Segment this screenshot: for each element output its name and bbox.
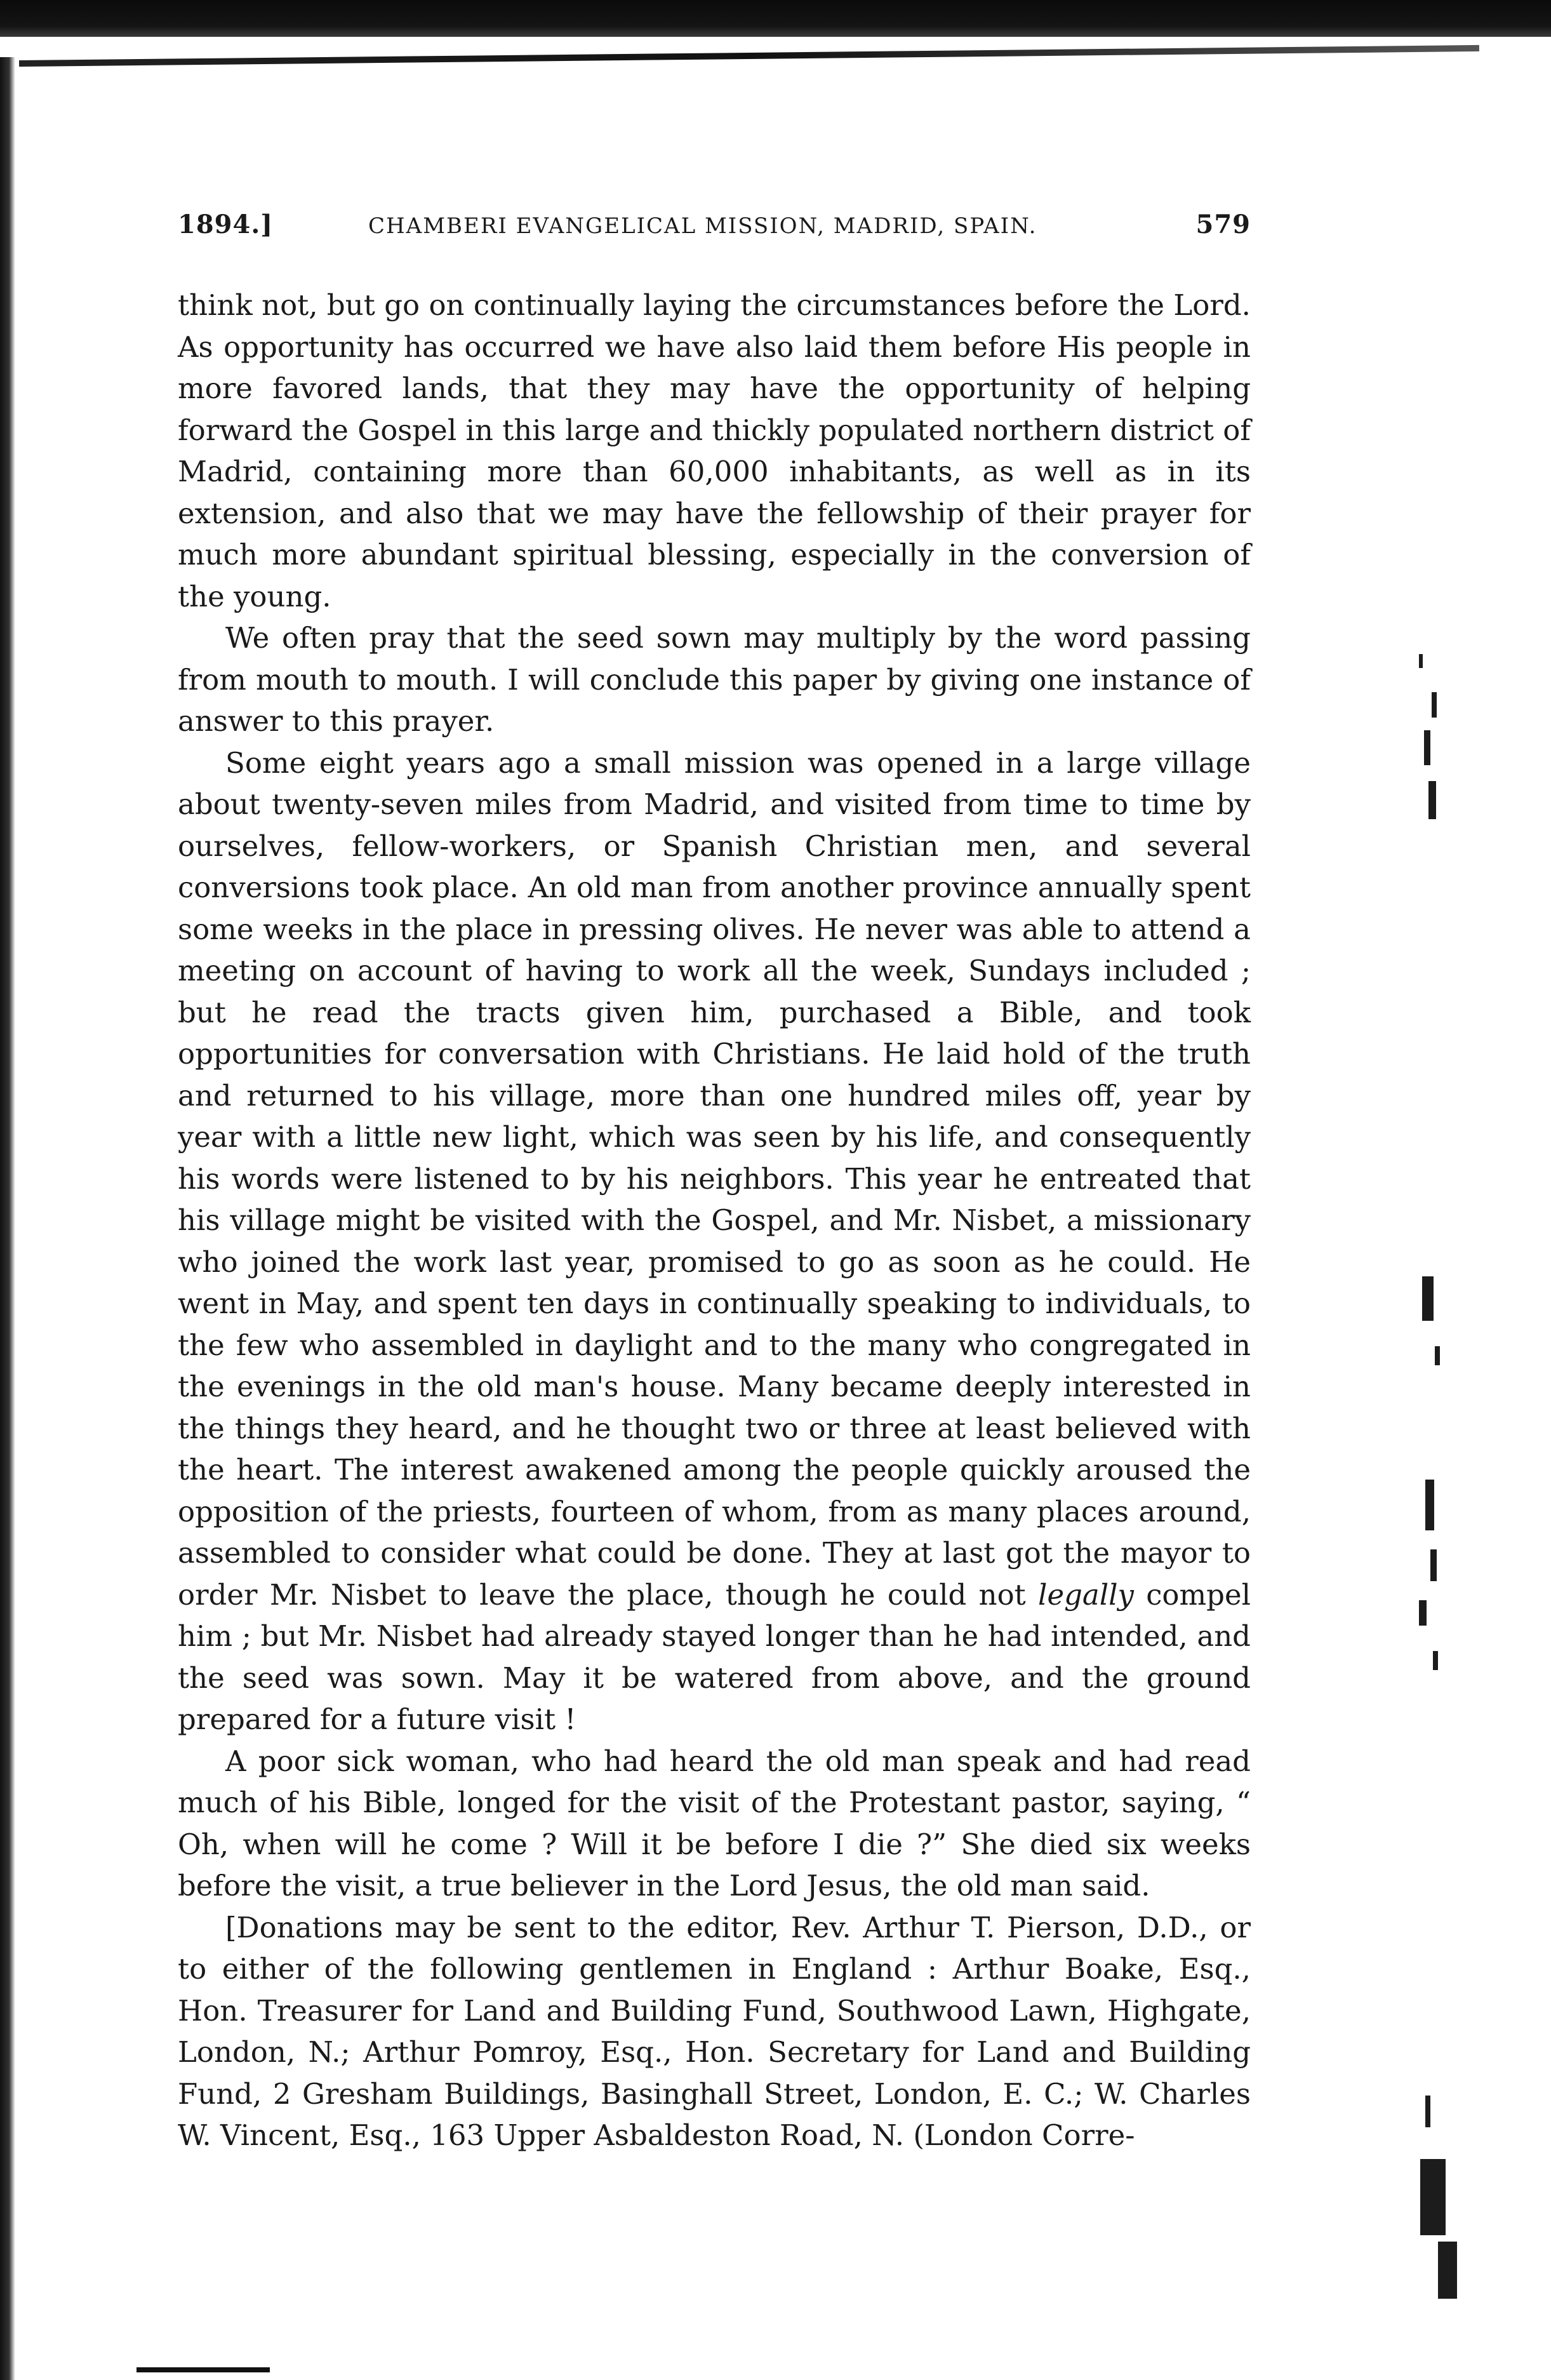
paragraph <box>178 742 1251 1741</box>
header-title: CHAMBERI EVANGELICAL MISSION, MADRID, SPAIN. <box>368 213 1037 239</box>
paragraph <box>178 1907 1251 2156</box>
paragraph-text: [Donations may be sent to the editor, Rev. Arthur T. Pierson, D.D., or to either of the following gentlemen in England : Arthur Boake, Esq., Hon. Treasurer for Land and Building Fund, Southwood Lawn, Highgate, London, N.; Arthur Pomroy, Esq., Hon. Secretary for Land and Building Fund, 2 Gresham Buildings, Basinghall Street, London, E. C.; W. Charles W. Vincent, Esq., 163 Upper Asbaldeston Road, N. (London Corre- <box>178 1910 1251 2152</box>
scan-mark-bottom <box>136 2367 270 2372</box>
paragraph <box>178 1741 1251 1907</box>
article-body <box>178 284 1251 2156</box>
emphasis-text: legally <box>1038 1577 1134 1612</box>
page-number: 579 <box>1195 210 1251 239</box>
margin-bleedthrough <box>1406 635 1495 2299</box>
paragraph-text-continued: compel him ; but Mr. Nisbet had already stayed longer than he had intended, and the seed was sown. May it be watered from above, and the ground prepared for a future visit ! <box>178 1577 1251 1736</box>
scan-edge-left <box>0 57 15 2380</box>
paragraph <box>178 284 1251 617</box>
paragraph-text: A poor sick woman, who had heard the old man speak and had read much of his Bible, longed for the visit of the Protestant pastor, saying, “ Oh, when will he come ? Will it be before I die ?” She died six weeks before the visit, a true believer in the Lord Jesus, the old man said. <box>178 1744 1251 1902</box>
paragraph-text: think not, but go on continually laying the circumstances before the Lord. As opportunity has occurred we have also laid them before His people in more favored lands, that they may have the opportunity of helping forward the Gospel in this large and thickly populated northern district of Madrid, containing more than 60,000 inhabitants, as well as in its extension, and also that we may have the fellowship of their prayer for much more abundant spiritual blessing, especially in the conversion of the young. <box>178 288 1251 613</box>
paragraph <box>178 617 1251 742</box>
scan-rule-top <box>19 45 1479 67</box>
page <box>178 210 1251 2156</box>
scan-edge-top <box>0 0 1551 37</box>
paragraph-text: We often pray that the seed sown may multiply by the word passing from mouth to mouth. I will conclude this paper by giving one instance of answer to this prayer. <box>178 621 1251 738</box>
running-header <box>178 210 1251 254</box>
paragraph-text: Some eight years ago a small mission was opened in a large village about twenty-seven miles from Madrid, and visited from time to time by ourselves, fellow-workers, or Spanish Christian men, and several conversions took place. An old man from another province annually spent some weeks in the place in pressing olives. He never was able to attend a meeting on account of having to work all the week, Sundays included ; but he read the tracts given him, purchased a Bible, and took opportunities for conversation with Christians. He laid hold of the truth and returned to his village, more than one hundred miles off, year by year with a little new light, which was seen by his life, and consequently his words were listened to by his neighbors. This year he entreated that his village might be visited with the Gospel, and Mr. Nisbet, a missionary who joined the work last year, promised to go as soon as he could. He went in May, and spent ten days in continually speaking to individuals, to the few who assembled in daylight and to the many who congregated in the evenings in the old man's house. Many became deeply interested in the things they heard, and he thought two or three at least believed with the heart. The interest awakened among the people quickly aroused the opposition of the priests, fourteen of whom, from as many places around, assembled to consider what could be done. They at last got the mayor to order Mr. Nisbet to leave the place, though he could not <box>178 745 1251 1612</box>
header-year: 1894.] <box>178 210 274 239</box>
